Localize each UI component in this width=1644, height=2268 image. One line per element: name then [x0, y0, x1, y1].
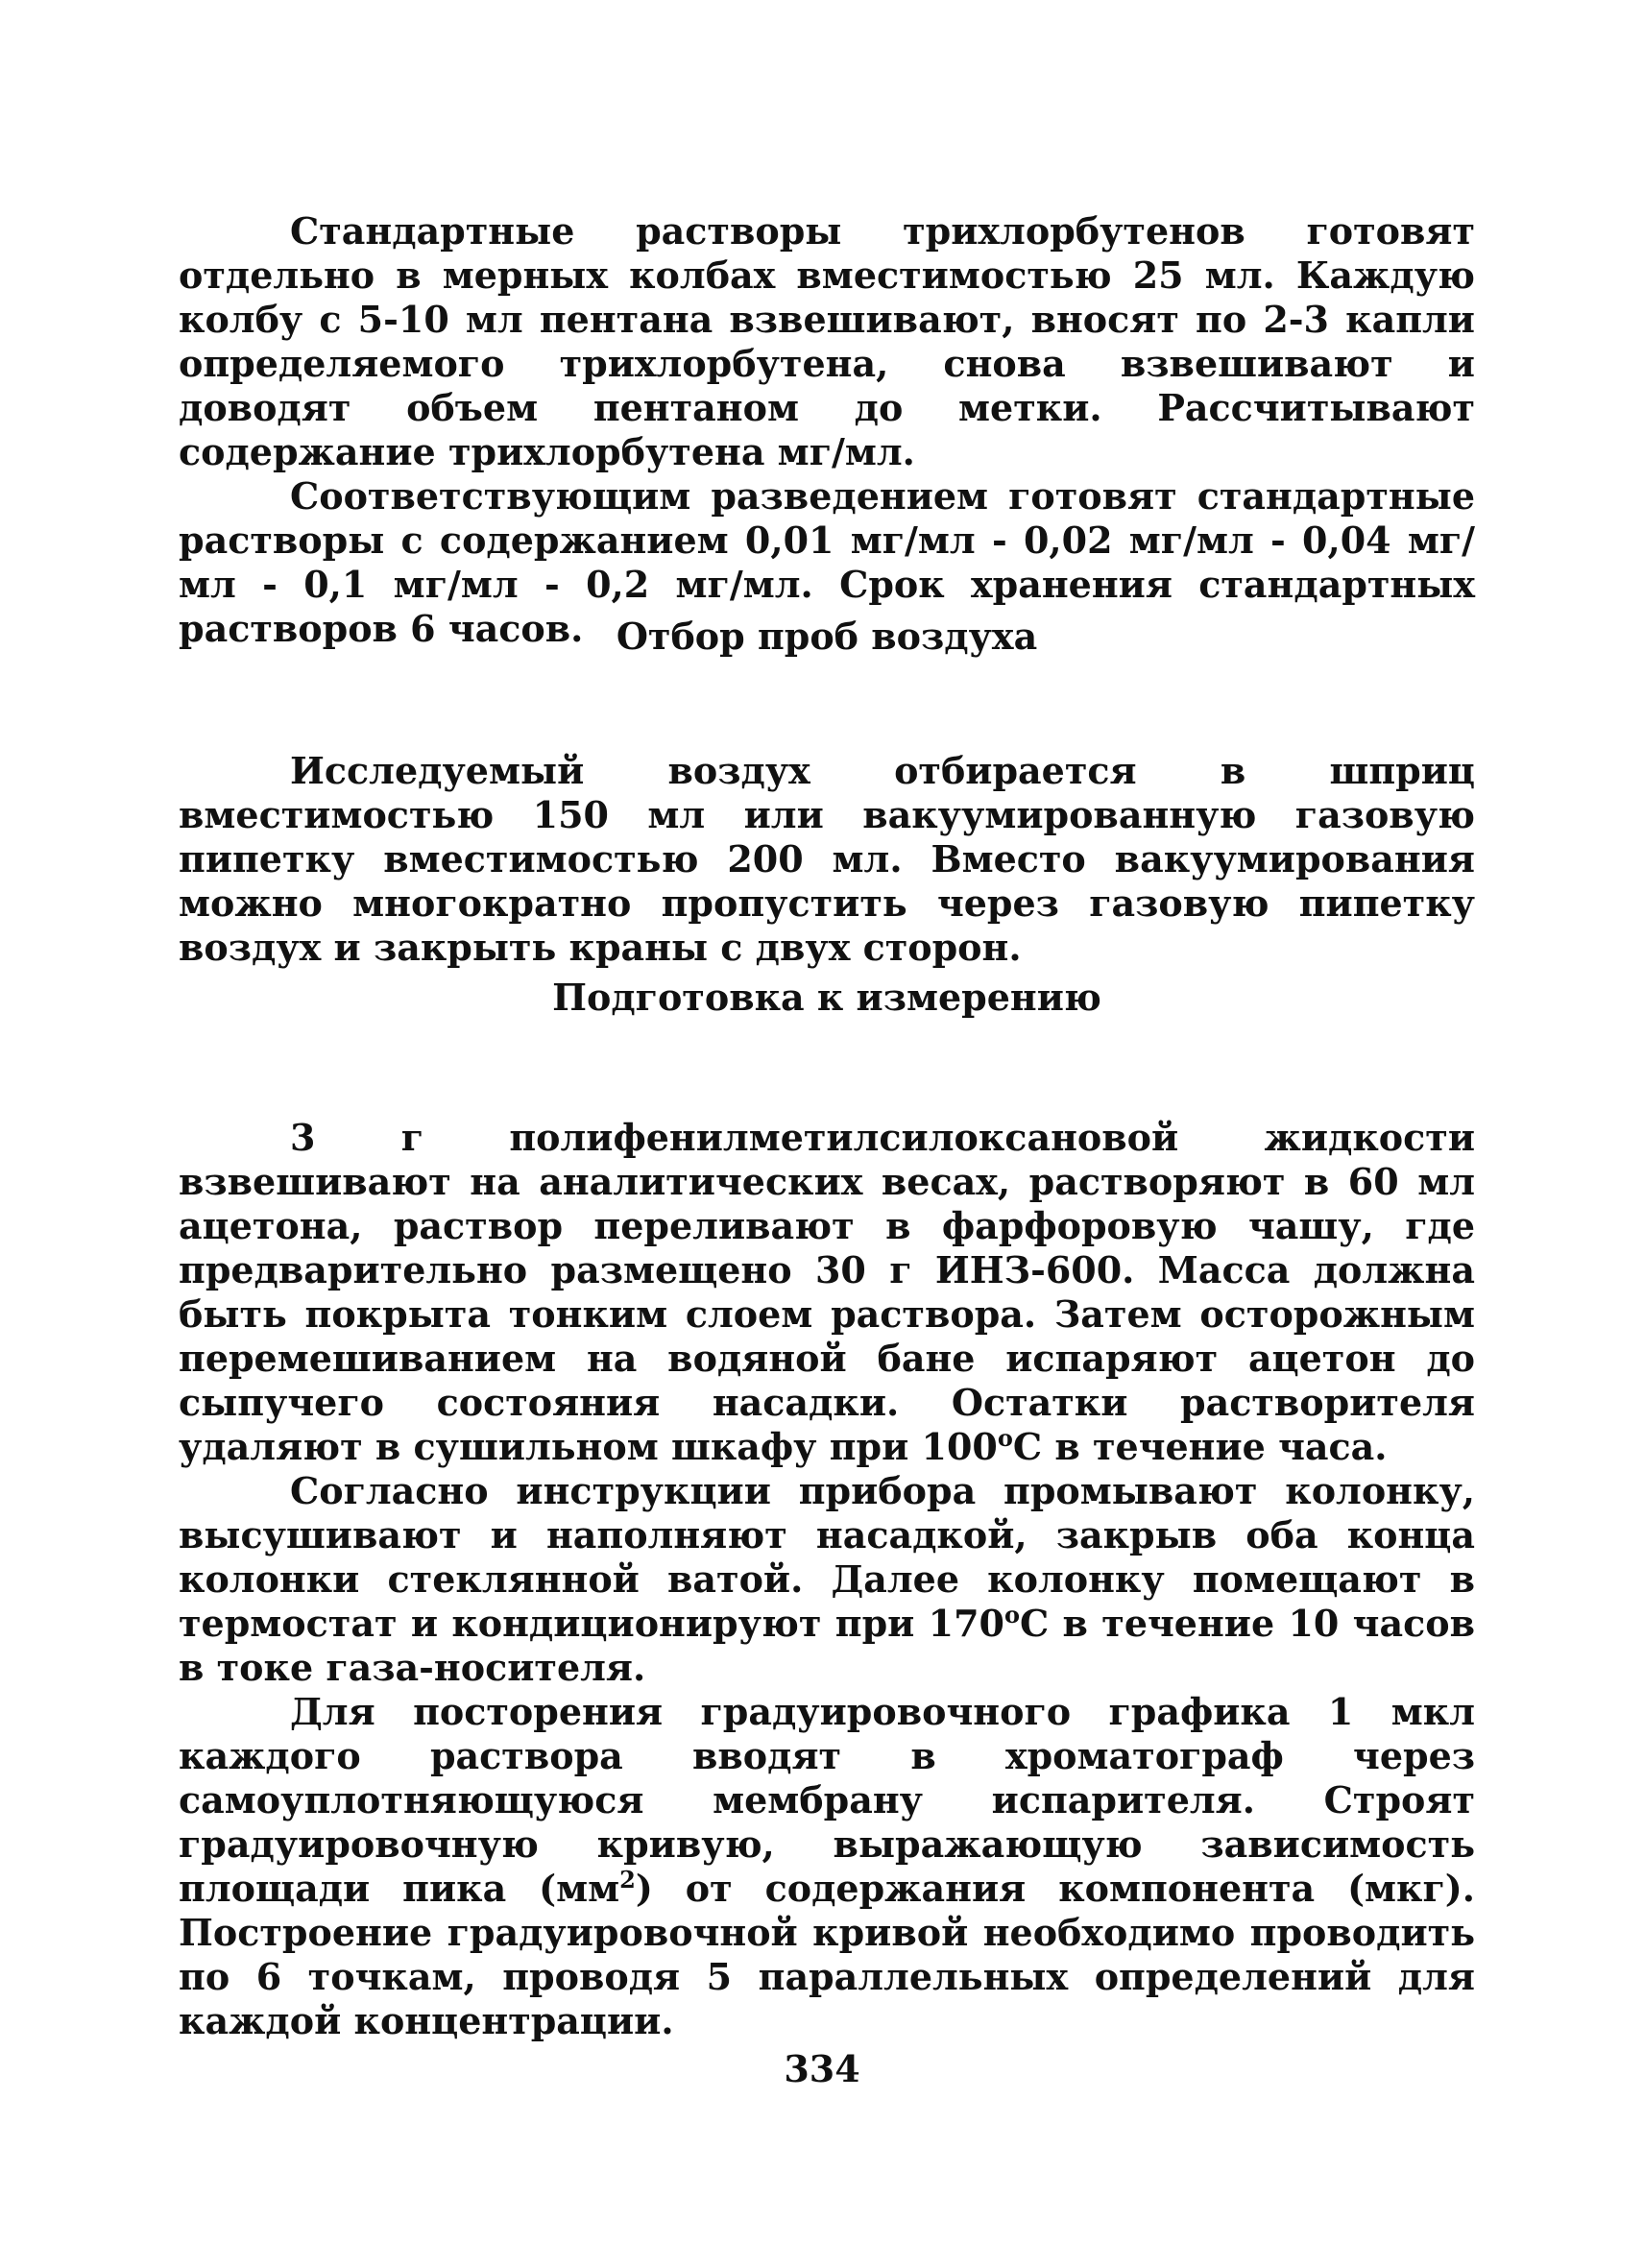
paragraph: Соответствующим разведением готовят стандартные растворы с содержанием 0,01 мг/мл - 0,02 мг/мл - 0,04 мг/мл - 0,1 мг/мл - 0,2 мг/мл. Срок хранения стандартных растворов 6 часов. [179, 474, 1475, 650]
paragraph [179, 1469, 1475, 1690]
paragraph-text: С в течение часа. [1012, 1425, 1388, 1468]
heading-air-sampling: Отбор проб воздуха [616, 615, 1038, 658]
paragraph-text: Согласно инструкции прибора промывают колонку, высушивают и наполняют насадкой, закрыв оба конца колонки стеклянной ватой. Далее колонку помещают в термостат и кондиционируют при 170 [179, 1469, 1475, 1645]
square-superscript: 2 [619, 1866, 636, 1894]
standard-solutions-section [179, 209, 1475, 651]
paragraph: Исследуемый воздух отбирается в шприц вместимостью 150 мл или вакуумированную газовую пипетку вместимостью 200 мл. Вместо вакуумирования можно многократно пропустить через газовую пипетку воздух и закрыть краны с двух сторон. [179, 749, 1475, 969]
degree-superscript: о [997, 1424, 1013, 1452]
paragraph-text: 3 г полифенилметилсилоксановой жидкости взвешивают на аналитических весах, растворяют в 60 мл ацетона, раствор переливают в фарфоровую чашу, где предварительно размещено 30 г ИНЗ-600. Масса должна быть покрыта тонким слоем раствора. Затем осторожным перемешиванием на водяной бане испаряют ацетон до сыпучего состояния насадки. Остатки растворителя удаляют в сушильном шкафу при 100 [179, 1116, 1475, 1468]
degree-superscript: о [1003, 1601, 1020, 1629]
paragraph [179, 1116, 1475, 1469]
heading-measurement-prep: Подготовка к измерению [552, 976, 1101, 1019]
paragraph-text: С в течение 10 часов в токе газа-носителя. [179, 1602, 1475, 1689]
page-number: 334 [784, 2047, 860, 2090]
paragraph-text: ) от содержания компонента (мкг). Построение градуировочной кривой необходимо проводить по 6 точкам, проводя 5 параллельных определений для каждой концентрации. [179, 1867, 1475, 2042]
measurement-prep-section [179, 1116, 1475, 2043]
paragraph [179, 1690, 1475, 2043]
paragraph: Стандартные растворы трихлорбутенов готовят отдельно в мерных колбах вместимостью 25 мл. Каждую колбу с 5-10 мл пентана взвешивают, вносят по 2-3 капли определяемого трихлорбутена, снова взвешивают и доводят объем пентаном до метки. Рассчитывают содержание трихлорбутена мг/мл. [179, 209, 1475, 473]
air-sampling-section [179, 749, 1475, 970]
paragraph-text: Для посторения градуировочного графика 1 мкл каждого раствора вводят в хроматограф через самоуплотняющуюся мембрану испарителя. Строят градуировочную кривую, выражающую зависимость площади пика (мм [179, 1690, 1475, 1910]
